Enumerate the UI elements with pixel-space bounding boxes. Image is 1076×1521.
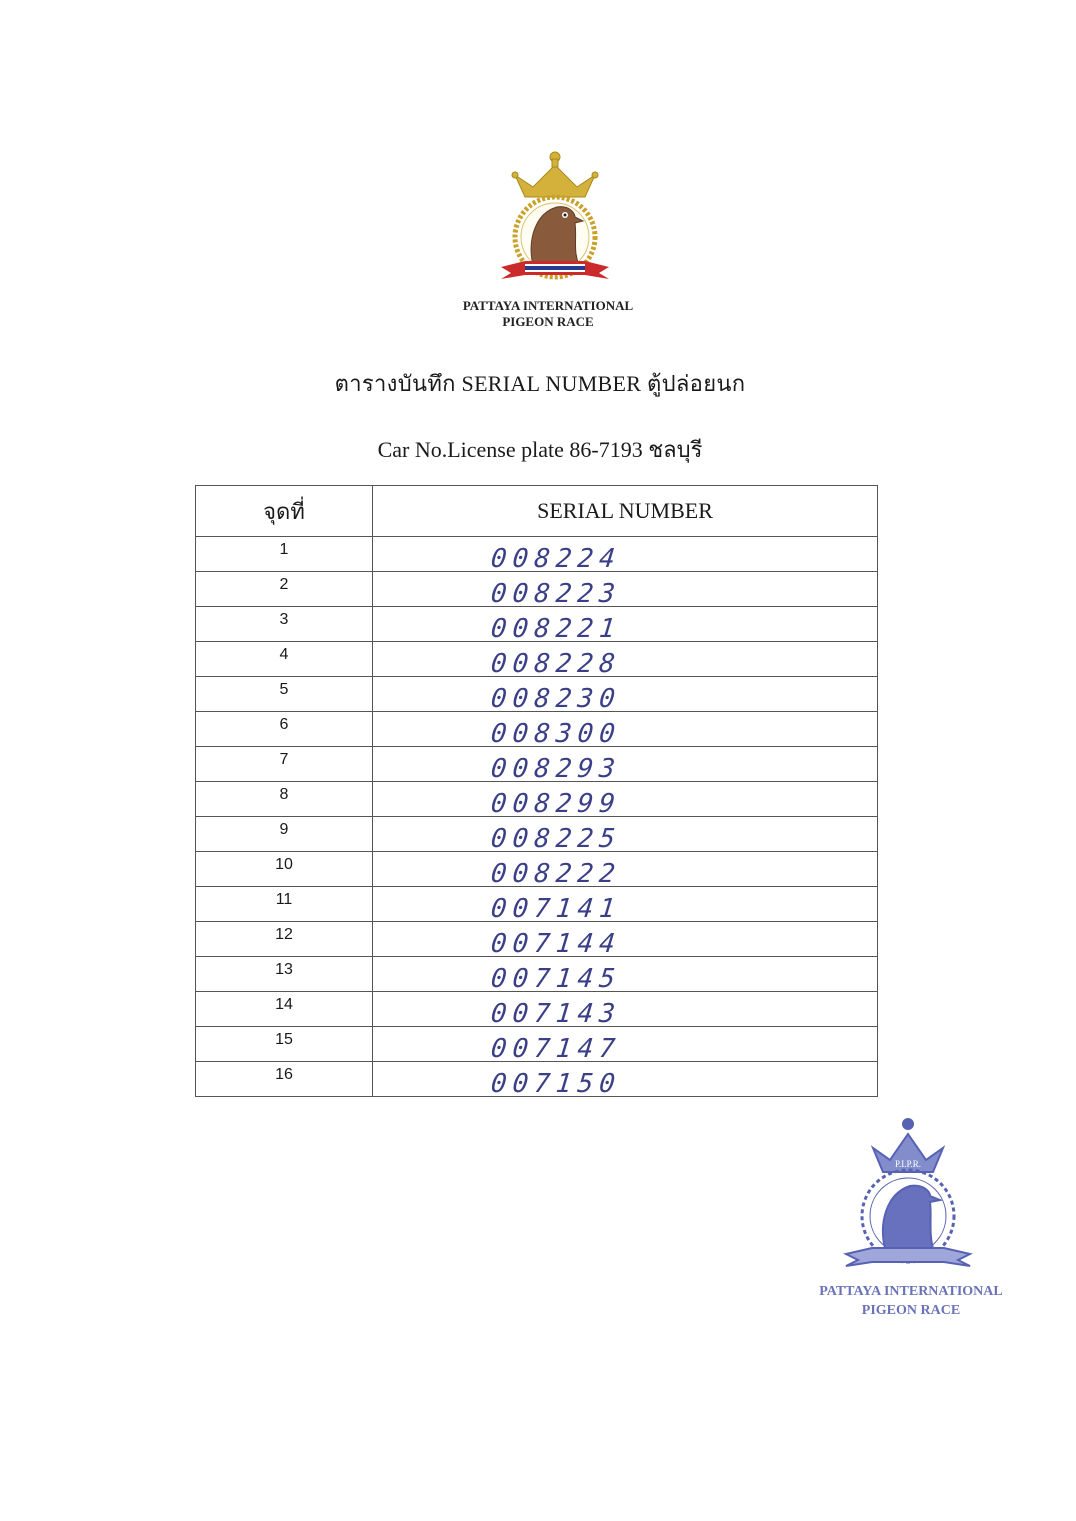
point-number: 12 [196,922,373,957]
serial-number-cell [373,957,878,992]
table-row [196,607,878,642]
table-row [196,537,878,572]
table-row [196,887,878,922]
organization-line1: PATTAYA INTERNATIONAL [462,298,634,313]
handwritten-serial-number: 008224 [489,544,623,574]
stamp-logo-letters: P.I.P.R. [894,1159,922,1169]
point-number: 6 [196,712,373,747]
table-row [196,782,878,817]
handwritten-serial-number: 007141 [489,894,623,924]
point-number: 9 [196,817,373,852]
handwritten-serial-number: 007144 [489,929,623,959]
handwritten-serial-number: 007145 [489,964,623,994]
table-row [196,957,878,992]
pipr-logo [495,145,615,285]
organization-stamp [838,1112,978,1282]
document-title: ตารางบันทึก SERIAL NUMBER ตู้ปล่อยนก [334,371,746,396]
organization-name [430,298,666,330]
point-number: 16 [196,1062,373,1097]
table-row [196,572,878,607]
point-number: 1 [196,537,373,572]
table-row [196,712,878,747]
point-number: 3 [196,607,373,642]
table-body [196,537,878,1097]
serial-number-cell [373,642,878,677]
handwritten-serial-number: 008230 [489,684,623,714]
document-subtitle: Car No.License plate 86-7193 ชลบุรี [377,437,703,462]
table-row [196,1027,878,1062]
serial-number-cell [373,992,878,1027]
serial-number-cell [373,887,878,922]
serial-number-cell [373,537,878,572]
point-number: 2 [196,572,373,607]
handwritten-serial-number: 008222 [489,859,623,889]
handwritten-serial-number: 007147 [489,1034,623,1064]
handwritten-serial-number: 008221 [489,614,623,644]
stamp-line2: PIGEON RACE [861,1303,961,1318]
serial-number-cell [373,817,878,852]
organization-line2: PIGEON RACE [502,314,594,329]
point-number: 8 [196,782,373,817]
point-number: 5 [196,677,373,712]
table-row [196,817,878,852]
table-row [196,992,878,1027]
serial-number-cell [373,852,878,887]
handwritten-serial-number: 008299 [489,789,623,819]
serial-number-cell [373,572,878,607]
serial-number-table [195,485,878,1097]
point-number: 7 [196,747,373,782]
serial-number-cell [373,922,878,957]
table-row [196,642,878,677]
handwritten-serial-number: 008225 [489,824,623,854]
handwritten-serial-number: 008293 [489,754,623,784]
table-row [196,922,878,957]
point-number: 11 [196,887,373,922]
header-serial-number: SERIAL NUMBER [373,486,878,537]
point-number: 15 [196,1027,373,1062]
handwritten-serial-number: 008300 [489,719,623,749]
handwritten-serial-number: 008223 [489,579,623,609]
point-number: 13 [196,957,373,992]
serial-number-cell [373,1062,878,1097]
table-header-row [196,486,878,537]
serial-number-cell [373,782,878,817]
header-point: จุดที่ [196,486,373,537]
point-number: 4 [196,642,373,677]
serial-number-cell [373,607,878,642]
stamp-organization-name [806,1282,1016,1320]
serial-number-cell [373,712,878,747]
handwritten-serial-number: 007150 [489,1069,623,1099]
handwritten-serial-number: 008228 [489,649,623,679]
table-row [196,677,878,712]
serial-number-cell [373,747,878,782]
serial-number-cell [373,677,878,712]
handwritten-serial-number: 007143 [489,999,623,1029]
serial-number-cell [373,1027,878,1062]
point-number: 14 [196,992,373,1027]
table-row [196,747,878,782]
point-number: 10 [196,852,373,887]
stamp-line1: PATTAYA INTERNATIONAL [819,1284,1003,1299]
table-row [196,852,878,887]
table-row [196,1062,878,1097]
